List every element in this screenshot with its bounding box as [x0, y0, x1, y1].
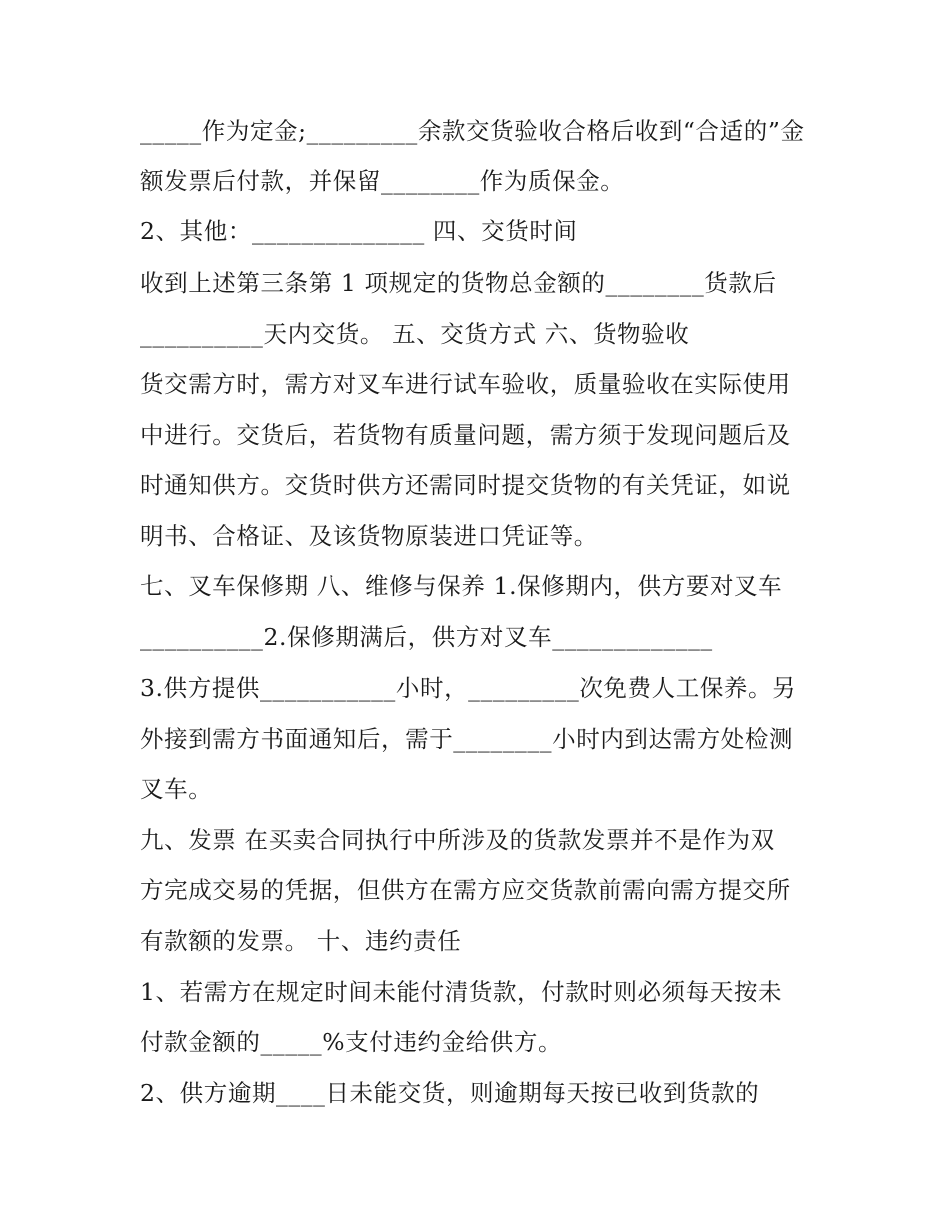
- text-line: 收到上述第三条第 1 项规定的货物总金额的________货款后: [140, 269, 777, 297]
- text-line: 方完成交易的凭据，但供方在需方应交货款前需向需方提交所: [140, 876, 791, 904]
- text-line: 七、叉车保修期 八、维修与保养 1.保修期内，供方要对叉车: [140, 572, 783, 600]
- text-line: 明书、合格证、及该货物原装进口凭证等。: [140, 522, 598, 550]
- text-line: _____作为定金;_________余款交货验收合格后收到“合适的”金: [140, 117, 805, 145]
- text-line: __________2.保修期满后，供方对叉车_____________: [140, 623, 713, 651]
- text-line: 中进行。交货后，若货物有质量问题，需方须于发现问题后及: [140, 421, 791, 449]
- text-line: 外接到需方书面通知后，需于________小时内到达需方处检测: [140, 725, 794, 753]
- text-line: 3.供方提供___________小时，_________次免费人工保养。另: [140, 674, 797, 702]
- text-line: 叉车。: [140, 775, 213, 803]
- text-line: 2、其他：______________ 四、交货时间: [140, 217, 578, 245]
- text-line: 九、发票 在买卖合同执行中所涉及的货款发票并不是作为双: [140, 826, 775, 854]
- text-line: 2、供方逾期____日未能交货，则逾期每天按已收到货款的: [140, 1079, 760, 1107]
- text-line: 时通知供方。交货时供方还需同时提交货物的有关凭证，如说: [140, 471, 791, 499]
- text-line: __________天内交货。 五、交货方式 六、货物验收: [140, 320, 690, 348]
- text-line: 1、若需方在规定时间未能付清货款，付款时则必须每天按未: [140, 978, 783, 1006]
- text-line: 额发票后付款，并保留________作为质保金。: [140, 167, 625, 195]
- text-line: 有款额的发票。 十、违约责任: [140, 927, 462, 955]
- text-line: 付款金额的_____%支付违约金给供方。: [140, 1028, 563, 1056]
- text-line: 货交需方时，需方对叉车进行试车验收，质量验收在实际使用: [140, 370, 791, 398]
